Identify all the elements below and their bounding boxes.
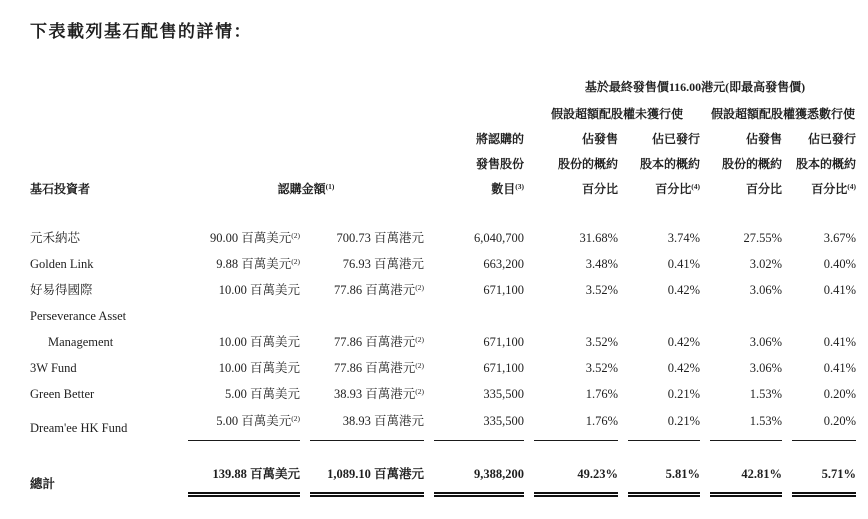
col-header-pct-offer-line2: 股份的概約 bbox=[557, 157, 618, 171]
pct-offer-no-oa: 3.52% bbox=[585, 335, 618, 349]
subscription-hkd: 77.86 百萬港元$^{(2)}$ bbox=[333, 335, 424, 349]
pct-offer-full-oa: 1.53% bbox=[749, 387, 782, 401]
total-pct-offer-full-oa: 42.81% bbox=[710, 461, 782, 497]
subscription-usd: 9.88 百萬美元$^{(2)}$ bbox=[216, 257, 300, 271]
pct-offer-full-oa: 3.02% bbox=[749, 257, 782, 271]
table-header-line3 bbox=[30, 180, 856, 199]
col-header-investor: 基石投資者 bbox=[30, 182, 91, 196]
total-pct-capital-no-oa: 5.81% bbox=[628, 461, 700, 497]
table-header-banner-row bbox=[30, 78, 856, 97]
col-header-shares-line3: 數目$^{(3)}$ bbox=[491, 182, 524, 196]
pct-offer-no-oa: 3.52% bbox=[585, 283, 618, 297]
pct-capital-no-oa: 0.42% bbox=[667, 283, 700, 297]
subscription-hkd: 77.86 百萬港元$^{(2)}$ bbox=[333, 283, 424, 297]
pct-offer-no-oa: 3.48% bbox=[585, 257, 618, 271]
table-row bbox=[30, 251, 856, 277]
pct-capital-no-oa: 0.41% bbox=[667, 257, 700, 271]
cornerstone-placing-table bbox=[30, 78, 856, 497]
subscription-usd: 5.00 百萬美元$^{(2)}$ bbox=[188, 408, 300, 441]
pct-capital-full-oa: 0.41% bbox=[823, 283, 856, 297]
page-title: 下表載列基石配售的詳情： bbox=[30, 22, 252, 41]
pct-offer-full-oa: 27.55% bbox=[743, 231, 782, 245]
total-offer-shares: 9,388,200 bbox=[434, 461, 524, 497]
pct-capital-full-oa: 0.20% bbox=[823, 387, 856, 401]
col-header-pct-offer-line2: 股份的概約 bbox=[721, 157, 782, 171]
pct-capital-full-oa: 0.40% bbox=[823, 257, 856, 271]
col-header-pct-capital-line1: 佔已發行 bbox=[807, 132, 856, 146]
table-body bbox=[30, 225, 856, 497]
pct-capital-full-oa: 0.41% bbox=[823, 335, 856, 349]
col-header-pct-offer-line1: 佔發售 bbox=[745, 132, 782, 146]
investor-name: 元禾納芯 bbox=[30, 231, 81, 245]
investor-name: Perseverance Asset bbox=[30, 309, 127, 323]
total-subscription-usd: 139.88 百萬美元 bbox=[188, 461, 300, 497]
pct-capital-full-oa: 0.41% bbox=[823, 361, 856, 375]
pct-offer-full-oa: 3.06% bbox=[749, 361, 782, 375]
table-header-line2 bbox=[30, 155, 856, 174]
subscription-usd: 10.00 百萬美元 bbox=[218, 361, 300, 375]
footnote-ref-3: (3) bbox=[515, 182, 524, 191]
table-row bbox=[30, 407, 856, 441]
subscription-hkd: 77.86 百萬港元$^{(2)}$ bbox=[333, 361, 424, 375]
table-total-row bbox=[30, 459, 856, 497]
col-header-pct-capital-line3: 百分比$^{(4)}$ bbox=[811, 182, 856, 196]
col-header-pct-capital-line2: 股本的概約 bbox=[639, 157, 700, 171]
footnote-ref-4: (4) bbox=[691, 182, 700, 191]
subscription-usd: 10.00 百萬美元 bbox=[218, 283, 300, 297]
col-header-shares-line2: 發售股份 bbox=[475, 157, 524, 171]
subscription-hkd: 38.93 百萬港元$^{(2)}$ bbox=[333, 387, 424, 401]
pct-capital-no-oa: 3.74% bbox=[667, 231, 700, 245]
offer-shares: 6,040,700 bbox=[474, 231, 524, 245]
pct-offer-no-oa: 1.76% bbox=[534, 408, 618, 441]
footnote-ref-4: (4) bbox=[847, 182, 856, 191]
subscription-hkd: 38.93 百萬港元 bbox=[310, 408, 424, 441]
total-label: 總計 bbox=[30, 477, 56, 491]
investor-name: Dream'ee HK Fund bbox=[30, 421, 128, 435]
pct-capital-no-oa: 0.21% bbox=[628, 408, 700, 441]
pct-offer-no-oa: 1.76% bbox=[585, 387, 618, 401]
total-pct-capital-full-oa: 5.71% bbox=[792, 461, 856, 497]
subscription-usd: 10.00 百萬美元 bbox=[218, 335, 300, 349]
subscription-hkd: 700.73 百萬港元 bbox=[336, 231, 424, 245]
offer-shares: 335,500 bbox=[434, 408, 524, 441]
table-row bbox=[30, 303, 856, 329]
investor-name: 好易得國際 bbox=[30, 283, 93, 297]
table-row bbox=[30, 225, 856, 251]
total-pct-offer-no-oa: 49.23% bbox=[534, 461, 618, 497]
pct-offer-full-oa: 3.06% bbox=[749, 335, 782, 349]
pct-capital-no-oa: 0.42% bbox=[667, 335, 700, 349]
investor-name: Management bbox=[48, 335, 114, 349]
investor-name: Golden Link bbox=[30, 257, 94, 271]
offer-shares: 671,100 bbox=[483, 361, 524, 375]
footnote-ref-1: (1) bbox=[325, 182, 335, 191]
pct-offer-no-oa: 3.52% bbox=[585, 361, 618, 375]
col-header-pct-capital-line2: 股本的概約 bbox=[795, 157, 856, 171]
price-banner: 基於最終發售價116.00港元(即最高發售價) bbox=[584, 80, 806, 94]
table-row bbox=[30, 355, 856, 381]
table-row bbox=[30, 329, 856, 355]
investor-name: Green Better bbox=[30, 387, 95, 401]
group-header-full-exercise: 假設超額配股權獲悉數行使 bbox=[710, 107, 855, 121]
col-header-shares-line1: 將認購的 bbox=[475, 132, 524, 146]
pct-offer-no-oa: 31.68% bbox=[579, 231, 618, 245]
col-header-pct-offer-line1: 佔發售 bbox=[581, 132, 618, 146]
subscription-hkd: 76.93 百萬港元 bbox=[342, 257, 424, 271]
group-header-no-exercise: 假設超額配股權未獲行使 bbox=[550, 107, 683, 121]
offer-shares: 671,100 bbox=[483, 283, 524, 297]
offer-shares: 671,100 bbox=[483, 335, 524, 349]
table-row bbox=[30, 381, 856, 407]
subscription-usd: 5.00 百萬美元 bbox=[224, 387, 300, 401]
pct-capital-full-oa: 3.67% bbox=[823, 231, 856, 245]
col-header-pct-offer-line3: 百分比 bbox=[745, 182, 782, 196]
total-subscription-hkd: 1,089.10 百萬港元 bbox=[310, 461, 424, 497]
subscription-usd: 90.00 百萬美元$^{(2)}$ bbox=[209, 231, 300, 245]
table-row bbox=[30, 277, 856, 303]
pct-offer-full-oa: 3.06% bbox=[749, 283, 782, 297]
col-header-subscription: 認購金額$^{(1)}$ bbox=[277, 182, 335, 196]
col-header-pct-offer-line3: 百分比 bbox=[581, 182, 618, 196]
investor-name: 3W Fund bbox=[30, 361, 77, 375]
pct-capital-no-oa: 0.21% bbox=[667, 387, 700, 401]
pct-offer-full-oa: 1.53% bbox=[710, 408, 782, 441]
table-header-group-row bbox=[30, 105, 856, 124]
table-header-line1 bbox=[30, 130, 856, 149]
offer-shares: 663,200 bbox=[483, 257, 524, 271]
col-header-pct-capital-line1: 佔已發行 bbox=[651, 132, 700, 146]
offer-shares: 335,500 bbox=[483, 387, 524, 401]
col-header-pct-capital-line3: 百分比$^{(4)}$ bbox=[655, 182, 700, 196]
pct-capital-no-oa: 0.42% bbox=[667, 361, 700, 375]
pct-capital-full-oa: 0.20% bbox=[792, 408, 856, 441]
